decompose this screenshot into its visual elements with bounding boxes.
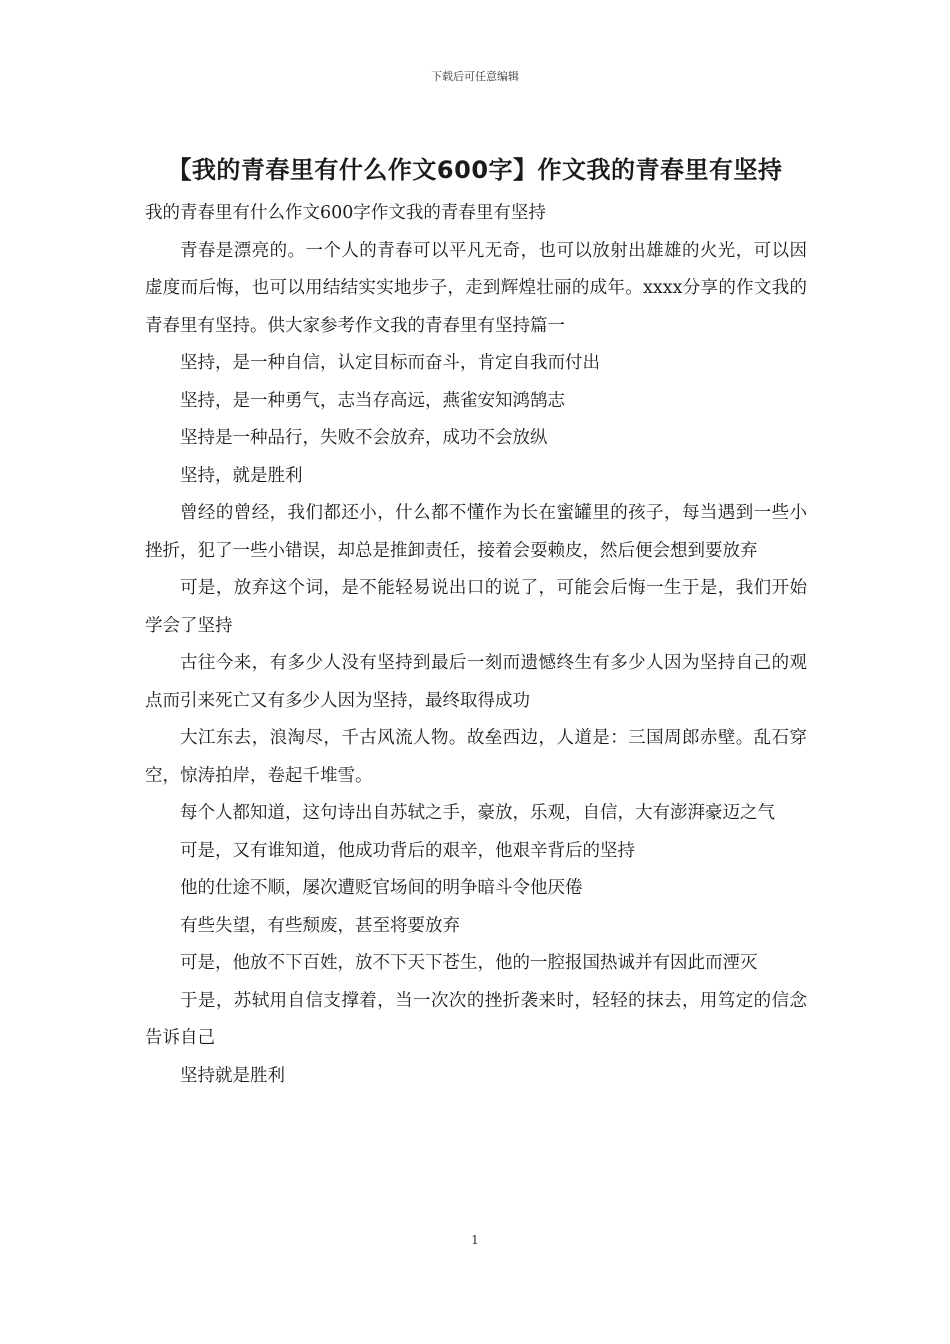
- body-paragraph: 可是，他放不下百姓，放不下天下苍生，他的一腔报国热诚并有因此而湮灭: [180, 953, 758, 973]
- page-number: 1: [471, 1233, 479, 1247]
- body-paragraph: 于是，苏轼用自信支撑着，当一次次的挫折袭来时，轻轻的抹去，用笃定的信念告诉自己: [145, 990, 807, 1048]
- body-paragraph: 坚持，就是胜利: [180, 465, 303, 486]
- body-paragraph: 曾经的曾经，我们都还小，什么都不懂作为长在蜜罐里的孩子，每当遇到一些小挫折，犯了一些小错误，却总是推卸责任，接着会耍赖皮，然后便会想到要放弃: [145, 503, 807, 561]
- body-paragraph: 大江东去，浪淘尽，千古风流人物。故垒西边，人道是：三国周郎赤壁。乱石穿空，惊涛拍岸，卷起千堆雪。: [145, 728, 807, 786]
- body-paragraph: 坚持，是一种自信，认定目标而奋斗，肯定自我而付出: [180, 353, 600, 373]
- body-paragraph: 他的仕途不顺，屡次遭贬官场间的明争暗斗令他厌倦: [180, 878, 583, 898]
- body-paragraph: 坚持是一种品行，失败不会放弃，成功不会放纵: [180, 428, 548, 448]
- body-paragraph: 可是，放弃这个词，是不能轻易说出口的说了，可能会后悔一生于是，我们开始学会了坚持: [145, 578, 807, 636]
- body-paragraph: 坚持，是一种勇气，志当存高远，燕雀安知鸿鹄志: [180, 390, 565, 411]
- body-paragraph: 青春是漂亮的。一个人的青春可以平凡无奇，也可以放射出雄雄的火光，可以因虚度而后悔，也可以用结结实实地步子，走到辉煌壮丽的成年。xxxx分享的作文我的青春里有坚持。供大家参考作文我的青春里有坚持篇一: [145, 240, 807, 336]
- body-paragraph: 可是，又有谁知道，他成功背后的艰辛，他艰辛背后的坚持: [180, 840, 635, 861]
- header-note: 下载后可任意编辑: [431, 70, 519, 83]
- body-paragraph: 坚持就是胜利: [180, 1065, 285, 1086]
- document-body: [145, 195, 807, 1095]
- document-title: 【我的青春里有什么作文600字】作文我的青春里有坚持: [167, 156, 783, 184]
- subtitle-paragraph: 我的青春里有什么作文600字作文我的青春里有坚持: [145, 203, 546, 223]
- body-paragraph: 古往今来，有多少人没有坚持到最后一刻而遗憾终生有多少人因为坚持自己的观点而引来死亡又有多少人因为坚持，最终取得成功: [145, 653, 807, 711]
- body-paragraph: 有些失望，有些颓废，甚至将要放弃: [180, 915, 460, 936]
- body-paragraph: 每个人都知道，这句诗出自苏轼之手，豪放，乐观，自信，大有澎湃豪迈之气: [180, 803, 775, 823]
